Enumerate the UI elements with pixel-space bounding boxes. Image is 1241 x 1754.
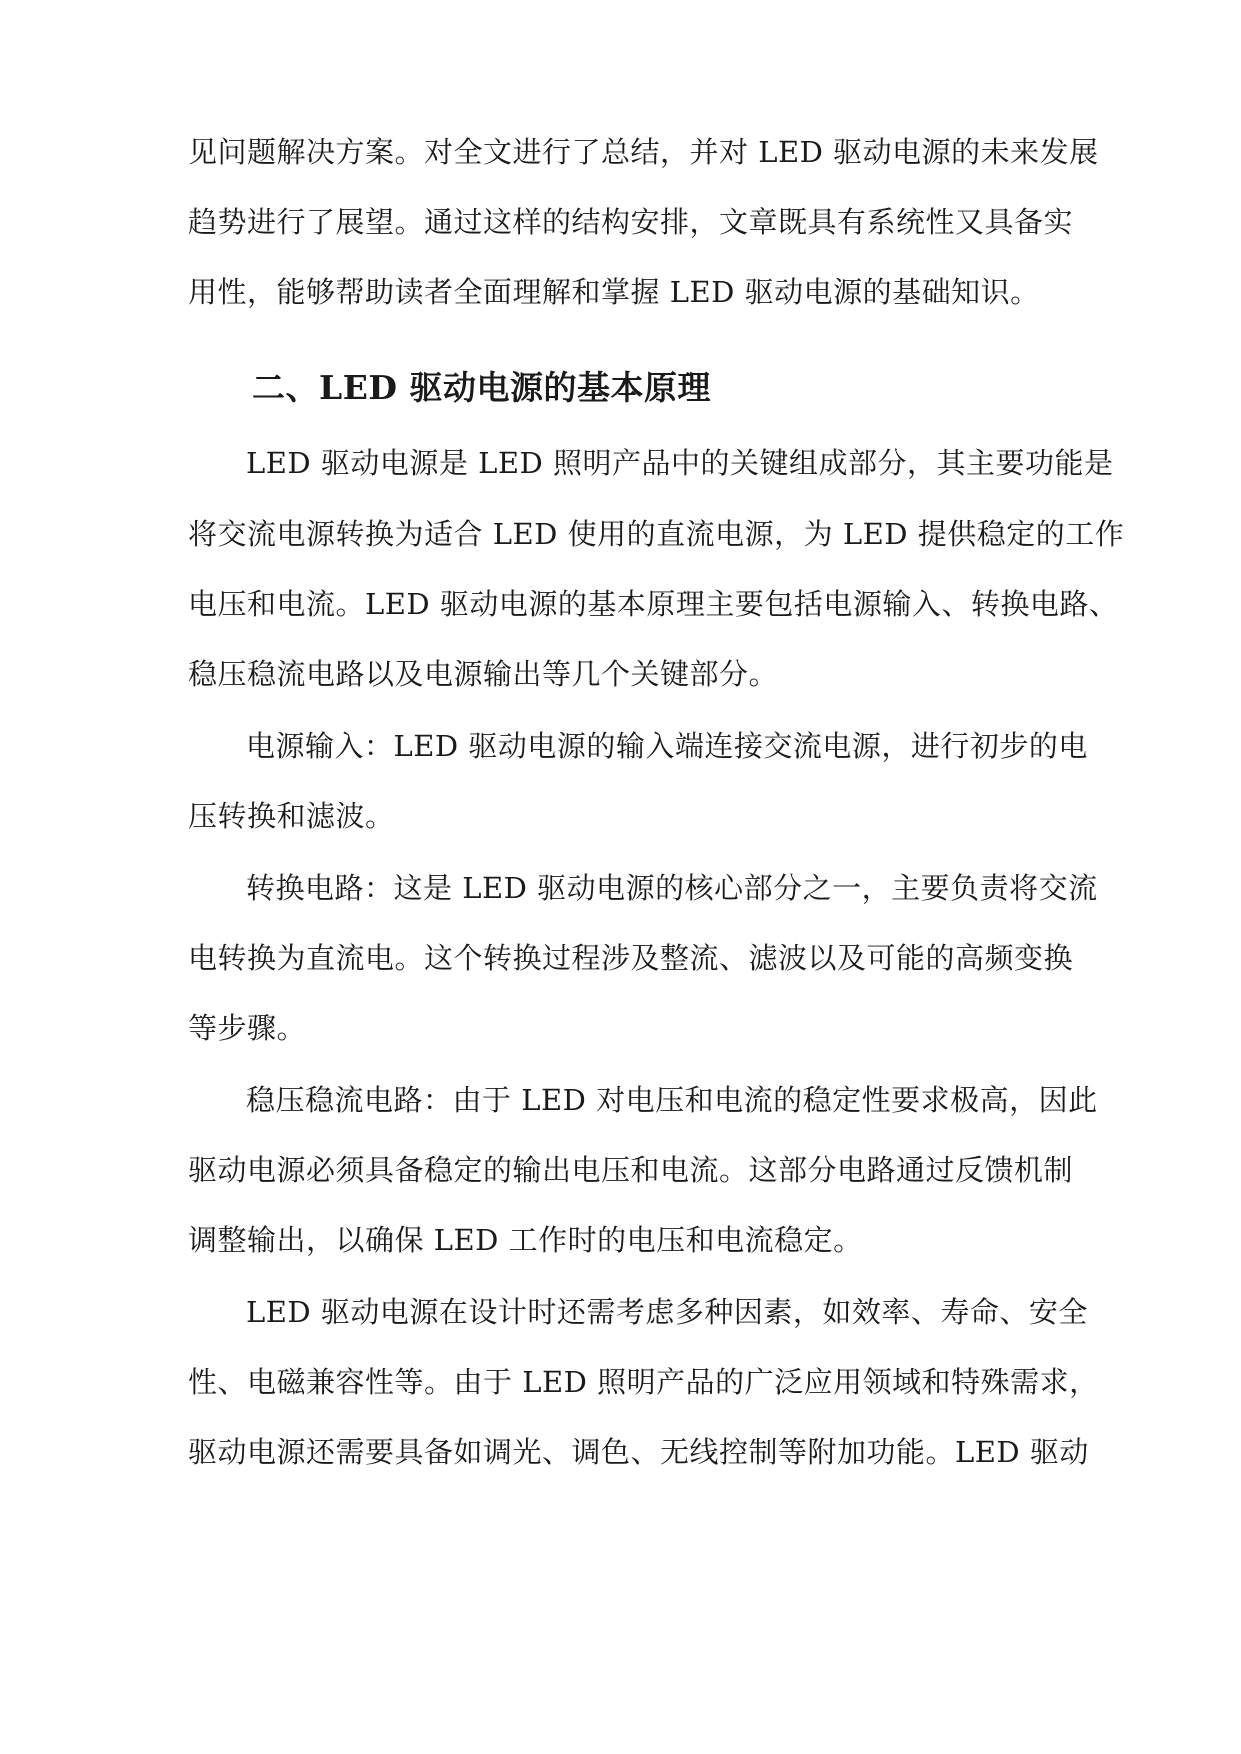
paragraph3-line-2: 电转换为直流电。这个转换过程涉及整流、滤波以及可能的高频变换 <box>188 941 1074 975</box>
paragraph2-line-1: 电源输入：LED 驱动电源的输入端连接交流电源，进行初步的电 <box>246 729 1088 763</box>
paragraph4-line-2: 驱动电源必须具备稳定的输出电压和电流。这部分电路通过反馈机制 <box>188 1153 1074 1187</box>
paragraph3-line-1: 转换电路：这是 LED 驱动电源的核心部分之一，主要负责将交流 <box>246 871 1098 905</box>
paragraph3-line-3: 等步骤。 <box>188 1011 307 1045</box>
paragraph1-line-2: 将交流电源转换为适合 LED 使用的直流电源，为 LED 提供稳定的工作 <box>188 517 1125 551</box>
paragraph1-line-1: LED 驱动电源是 LED 照明产品中的关键组成部分，其主要功能是 <box>246 446 1114 480</box>
paragraph1-line-3: 电压和电流。LED 驱动电源的基本原理主要包括电源输入、转换电路、 <box>188 587 1119 621</box>
paragraph5-line-1: LED 驱动电源在设计时还需考虑多种因素，如效率、寿命、安全 <box>246 1295 1088 1329</box>
intro-line-2: 趋势进行了展望。通过这样的结构安排，文章既具有系统性又具备实 <box>188 205 1074 239</box>
paragraph1-line-4: 稳压稳流电路以及电源输出等几个关键部分。 <box>188 657 779 691</box>
paragraph4-line-1: 稳压稳流电路：由于 LED 对电压和电流的稳定性要求极高，因此 <box>246 1083 1098 1117</box>
paragraph5-line-2: 性、电磁兼容性等。由于 LED 照明产品的广泛应用领域和特殊需求， <box>188 1365 1099 1399</box>
section-heading: 二、LED 驱动电源的基本原理 <box>252 368 711 407</box>
paragraph4-line-3: 调整输出，以确保 LED 工作时的电压和电流稳定。 <box>188 1223 863 1257</box>
intro-line-1: 见问题解决方案。对全文进行了总结，并对 LED 驱动电源的未来发展 <box>188 135 1099 169</box>
paragraph5-line-3: 驱动电源还需要具备如调光、调色、无线控制等附加功能。LED 驱动 <box>188 1435 1089 1469</box>
paragraph2-line-2: 压转换和滤波。 <box>188 799 395 833</box>
intro-line-3: 用性，能够帮助读者全面理解和掌握 LED 驱动电源的基础知识。 <box>188 275 1040 309</box>
